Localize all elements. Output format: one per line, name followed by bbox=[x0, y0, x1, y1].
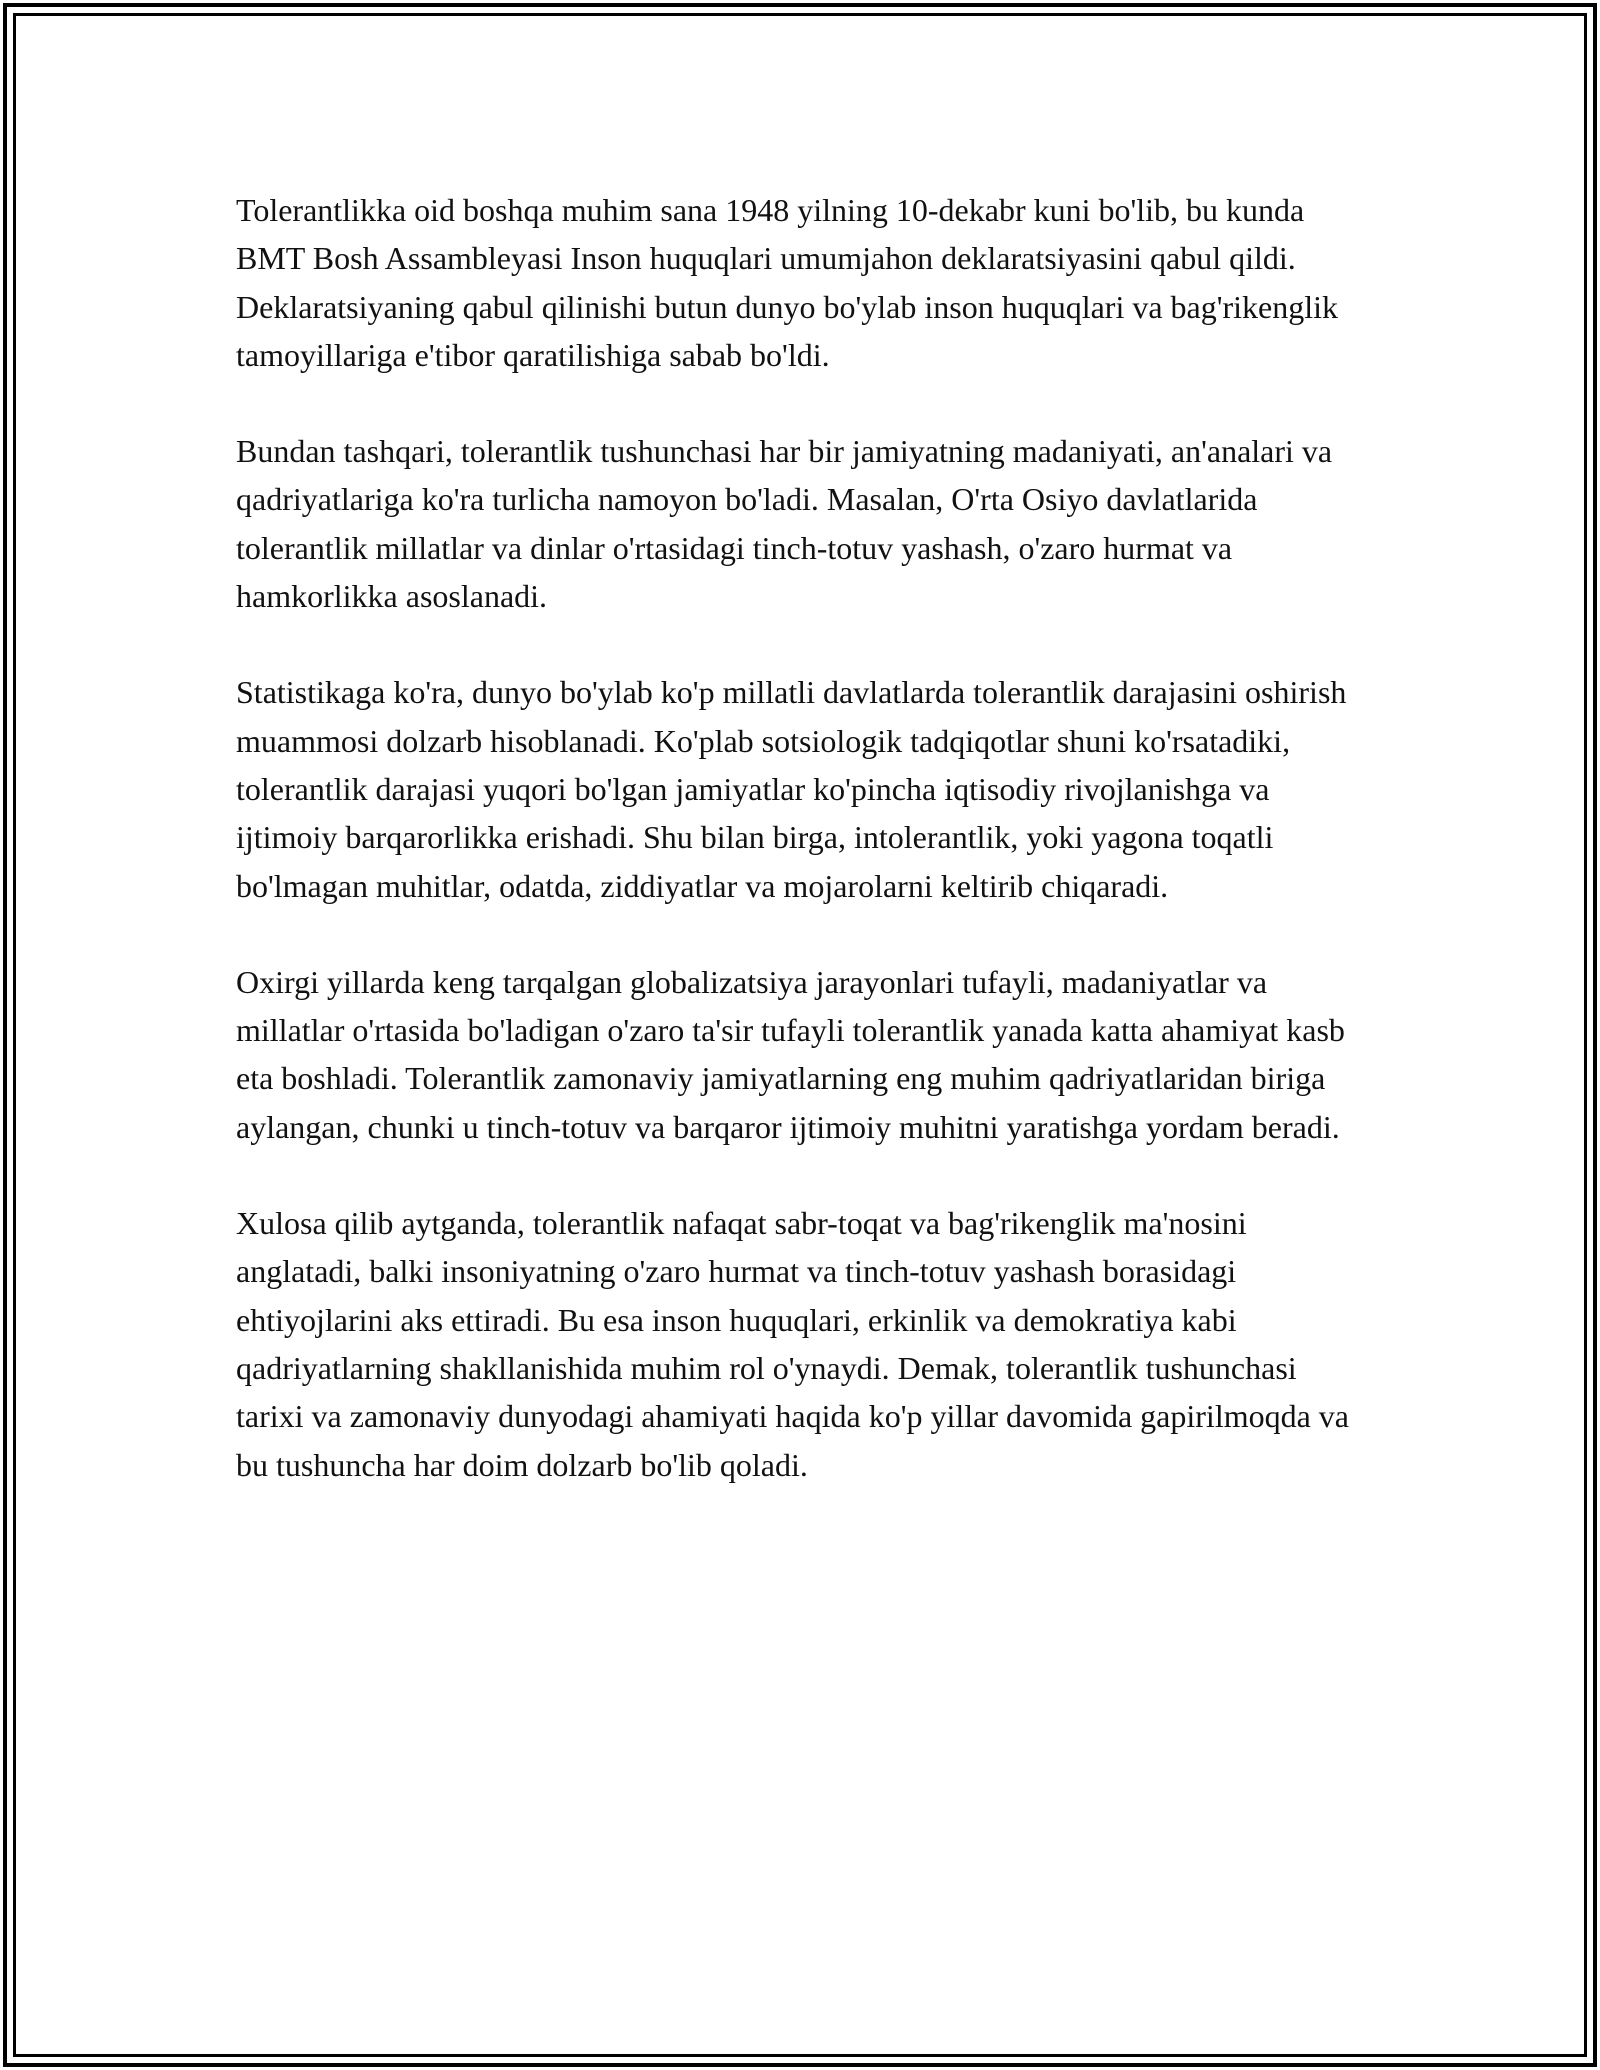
paragraph-2: Bundan tashqari, tolerantlik tushunchasi har bir jamiyatning madaniyati, an'analari va qadriyatlariga ko'ra turlicha namoyon bo'ladi. Masalan, O'rta Osiyo davlatlarida tolerantlik millatlar va dinlar o'rtasidagi tinch-totuv yashash, o'zaro hurmat va hamkorlikka asoslanadi. bbox=[236, 433, 1333, 615]
document-body bbox=[236, 186, 1364, 1537]
paragraph-4: Oxirgi yillarda keng tarqalgan globalizatsiya jarayonlari tufayli, madaniyatlar va millatlar o'rtasida bo'ladigan o'zaro ta'sir tufayli tolerantlik yanada katta ahamiyat kasb eta boshladi. Tolerantlik zamonaviy jamiyatlarning eng muhim qadriyatlaridan biriga aylangan, chunki u tinch-totuv va barqaror ijtimoiy muhitni yaratishga yordam beradi. bbox=[236, 963, 1345, 1145]
paragraph-5: Xulosa qilib aytganda, tolerantlik nafaqat sabr-toqat va bag'rikenglik ma'nosini anglatadi, balki insoniyatning o'zaro hurmat va tinch-totuv yashash borasidagi ehtiyojlarini aks ettiradi. Bu esa inson huquqlari, erkinlik va demokratiya kabi qadriyatlarning shakllanishida muhim rol o'ynaydi. Demak, tolerantlik tushunchasi tarixi va zamonaviy dunyodagi ahamiyati haqida ko'p yillar davomida gapirilmoqda va bu tushuncha har doim dolzarb bo'lib qoladi. bbox=[236, 1205, 1349, 1483]
paragraph-1: Tolerantlikka oid boshqa muhim sana 1948 yilning 10-dekabr kuni bo'lib, bu kunda BMT Bosh Assambleyasi Inson huquqlari umumjahon deklaratsiyasini qabul qildi. Deklaratsiyaning qabul qilinishi butun dunyo bo'ylab inson huquqlari va bag'rikenglik tamoyillariga e'tibor qaratilishiga sabab bo'ldi. bbox=[236, 192, 1339, 373]
paragraph-3: Statistikaga ko'ra, dunyo bo'ylab ko'p millatli davlatlarda tolerantlik darajasini oshirish muammosi dolzarb hisoblanadi. Ko'plab sotsiologik tadqiqotlar shuni ko'rsatadiki, tolerantlik darajasi yuqori bo'lgan jamiyatlar ko'pincha iqtisodiy rivojlanishga va ijtimoiy barqarorlikka erishadi. Shu bilan birga, intolerantlik, yoki yagona toqatli bo'lmagan muhitlar, odatda, ziddiyatlar va mojarolarni keltirib chiqaradi. bbox=[236, 674, 1347, 904]
